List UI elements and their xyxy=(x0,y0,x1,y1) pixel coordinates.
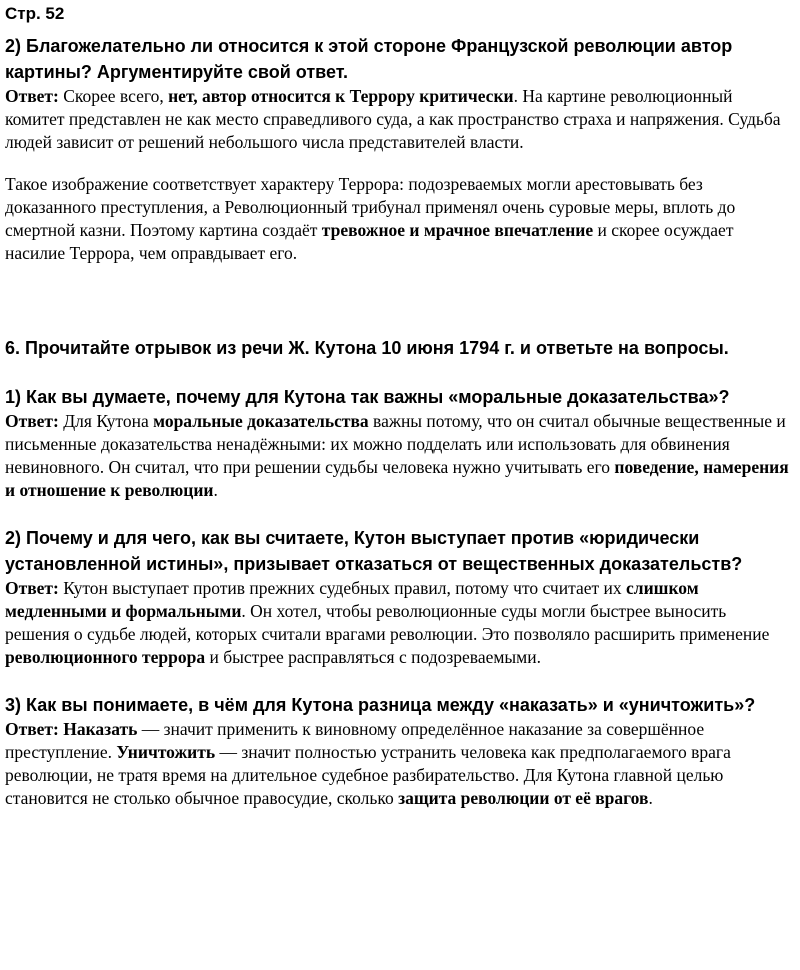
answer-emphasis: моральные доказательства xyxy=(153,411,369,431)
answer-text: — значит применить к виновному определённое наказание за совершённое преступление. xyxy=(5,719,705,762)
answer-text: — значит полностью устранить человека как предполагаемого врага революции, не тратя время на длительное судебное разбирательство. Для Кутона главной целью становится не столько обычное правосудие, сколько xyxy=(5,742,731,808)
answer-paragraph xyxy=(5,577,792,669)
answer-text: Кутон выступает против прежних судебных правил, потому что считает их xyxy=(58,578,626,598)
answer-label: Ответ: xyxy=(5,719,59,739)
task-heading: 6. Прочитайте отрывок из речи Ж. Кутона 10 июня 1794 г. и ответьте на вопросы. xyxy=(5,338,729,358)
answer-emphasis: революционного террора xyxy=(5,647,206,667)
answer-text: и скорее осуждает насилие Террора, чем оправдывает его. xyxy=(5,220,734,263)
question-heading: 3) Как вы понимаете, в чём для Кутона разница между «наказать» и «уничтожить»? xyxy=(5,695,756,715)
answer-emphasis: Уничтожить xyxy=(116,742,216,762)
question-heading: 2) Почему и для чего, как вы считаете, Кутон выступает против «юридически установленной истины», призывает отказаться от вещественных доказательств? xyxy=(5,528,743,574)
answer-text: важны потому, что он считал обычные вещественные и письменные доказательства ненадёжными: их можно подделать или использовать для обвинения невиновного. Он считал, что при решении судьбы человека нужно учитывать его xyxy=(5,411,786,477)
answer-text: Для Кутона xyxy=(58,411,154,431)
answer-emphasis: защита революции от её врагов xyxy=(398,788,649,808)
answer-text: . xyxy=(648,788,653,808)
answer-emphasis: нет, автор относится к Террору критически xyxy=(168,86,514,106)
answer-paragraph xyxy=(5,85,792,154)
question-heading: 1) Как вы думаете, почему для Кутона так важны «моральные доказательства»? xyxy=(5,387,730,407)
answer-emphasis: поведение, намерения и отношение к революции xyxy=(5,457,789,500)
answer-label: Ответ: xyxy=(5,411,59,431)
question-heading: 2) Благожелательно ли относится к этой стороне Французской революции автор картины? Аргументируйте свой ответ. xyxy=(5,36,733,82)
answer-label: Ответ: xyxy=(5,86,59,106)
answer-emphasis: тревожное и мрачное впечатление xyxy=(321,220,594,240)
answer-emphasis: Наказать xyxy=(63,719,138,739)
answer-label: Ответ: xyxy=(5,578,59,598)
answer-paragraph xyxy=(5,410,792,502)
answer-paragraph xyxy=(5,173,792,265)
answer-text: . xyxy=(213,480,218,500)
answer-text: и быстрее расправляться с подозреваемыми. xyxy=(205,647,541,667)
page-number: Стр. 52 xyxy=(5,4,65,23)
answer-emphasis: слишком медленными и формальными xyxy=(5,578,699,621)
answer-text: Скорее всего, xyxy=(58,86,169,106)
answer-text: Такое изображение соответствует характеру Террора: подозреваемых могли арестовывать без доказанного преступления, а Революционный трибунал применял очень суровые меры, вплоть до смертной казни. Поэтому картина создаёт xyxy=(5,174,736,240)
answer-text: . Он хотел, чтобы революционные суды могли быстрее выносить решения о судьбе людей, которых считали врагами революции. Это позволяло расширить применение xyxy=(5,601,770,644)
answer-text: . На картине революционный комитет представлен не как место справедливого суда, а как пространство страха и напряжения. Судьба людей зависит от решений небольшого числа представителей власти. xyxy=(5,86,781,152)
answer-paragraph xyxy=(5,718,792,810)
